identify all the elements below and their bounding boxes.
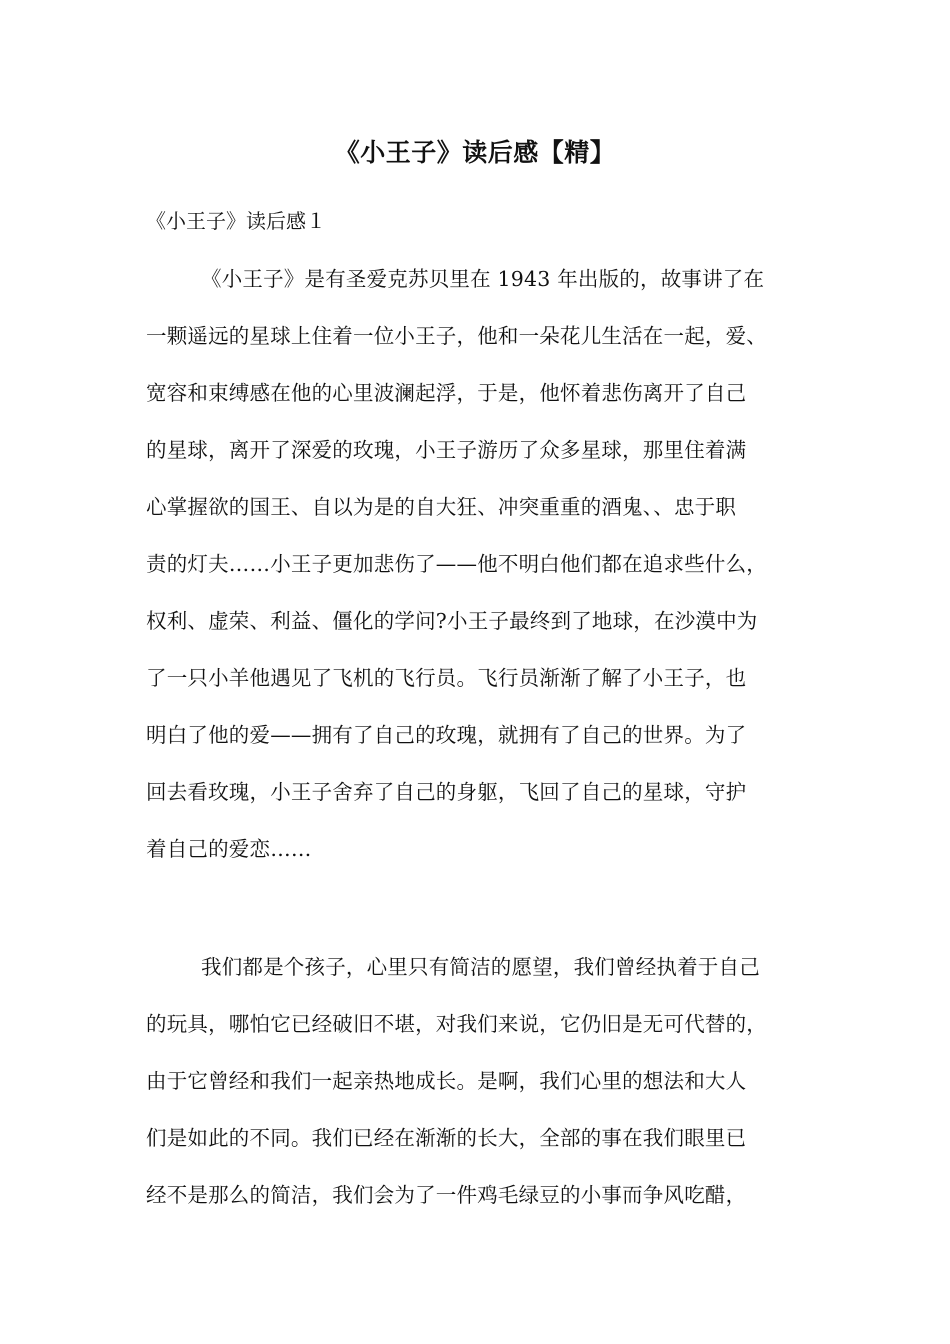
paragraph-line: 明白了他的爱——拥有了自己的玫瑰，就拥有了自己的世界。为了 — [146, 723, 747, 747]
paragraph-line: 了一只小羊他遇见了飞机的飞行员。飞行员渐渐了解了小王子，也 — [146, 666, 747, 690]
paragraph-line: 我们都是个孩子，心里只有简洁的愿望，我们曾经执着于自己 — [201, 955, 760, 979]
paragraph-2 — [146, 952, 836, 1237]
paragraph-line: 的玩具，哪怕它已经破旧不堪，对我们来说，它仍旧是无可代替的， — [146, 1012, 767, 1036]
paragraph-line: 经不是那么的简洁，我们会为了一件鸡毛绿豆的小事而争风吃醋， — [146, 1183, 747, 1207]
document-title: 《小王子》读后感【精】 — [334, 138, 616, 167]
paragraph-line: 责的灯夫……小王子更加悲伤了——他不明白他们都在追求些什么， — [146, 552, 767, 576]
paragraph-1 — [146, 264, 836, 891]
section-heading: 《小王子》读后感１ — [146, 209, 326, 233]
paragraph-line: 由于它曾经和我们一起亲热地成长。是啊，我们心里的想法和大人 — [146, 1069, 747, 1093]
paragraph-line: 宽容和束缚感在他的心里波澜起浮，于是，他怀着悲伤离开了自己 — [146, 381, 747, 405]
paragraph-line: 权利、虚荣、利益、僵化的学问?小王子最终到了地球，在沙漠中为 — [146, 609, 758, 633]
paragraph-line: 回去看玫瑰，小王子舍弃了自己的身躯，飞回了自己的星球，守护 — [146, 780, 747, 804]
paragraph-line: 心掌握欲的国王、自以为是的自大狂、冲突重重的酒鬼、、忠于职 — [146, 495, 737, 519]
paragraph-line: 《小王子》是有圣爱克苏贝里在 1943 年出版的，故事讲了在 — [201, 267, 765, 291]
paragraph-line: 的星球，离开了深爱的玫瑰，小王子游历了众多星球，那里住着满 — [146, 438, 747, 462]
paragraph-line: 一颗遥远的星球上住着一位小王子，他和一朵花儿生活在一起，爱、 — [146, 324, 767, 348]
paragraph-line: 着自己的爱恋…… — [146, 837, 312, 861]
paragraph-line: 们是如此的不同。我们已经在渐渐的长大，全部的事在我们眼里已 — [146, 1126, 747, 1150]
